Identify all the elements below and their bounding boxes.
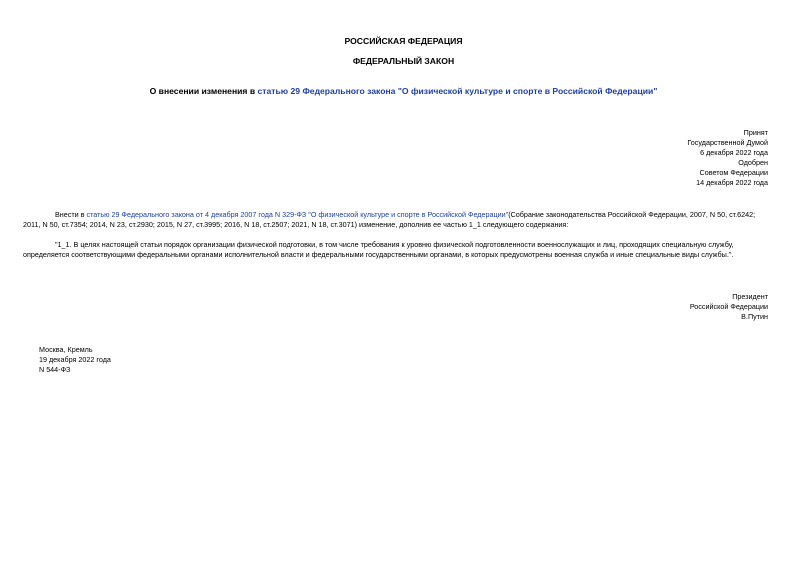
law-title-link[interactable]: статью 29 Федерального закона "О физической культуре и спорте в Российской Федерации" (257, 86, 658, 96)
paragraph-line: 2011, N 50, ст.7354; 2014, N 23, ст.2930; 2015, N 27, ст.3995; 2016, N 18, ст.2507; 2021, N 18, ст.3071) изменение, дополнив ее частью 1_1 следующего содержания: (23, 220, 569, 229)
paragraph-suffix: (Собрание законодательства Российской Федерации, 2007, N 50, ст.6242; (508, 210, 756, 219)
sign-date: 19 декабря 2022 года (39, 355, 111, 365)
signature-country: Российской Федерации (689, 302, 768, 312)
adopted-label: Принят (743, 128, 768, 137)
law-type-heading: ФЕДЕРАЛЬНЫЙ ЗАКОН (352, 56, 455, 66)
paragraph-new-part (23, 240, 768, 260)
paragraph-line: определяется соответствующими федеральными органами исполнительной власти и федеральными государственными органами, в которых предусмотрены военная служба и иные специальные виды службы.". (23, 250, 734, 259)
approved-label: Одобрен (738, 158, 768, 168)
signature-title: Президент (732, 292, 768, 301)
place-date-block (39, 345, 111, 375)
country-heading: РОССИЙСКАЯ ФЕДЕРАЦИЯ (344, 36, 463, 46)
article-link[interactable]: статью 29 Федерального закона от 4 декабря 2007 года N 329-ФЗ "О физической культуре и спорте в Российской Федерации" (86, 210, 509, 219)
law-number: N 544-ФЗ (39, 365, 71, 375)
adoption-block (687, 128, 768, 189)
signature-name: В.Путин (741, 312, 768, 322)
paragraph-line (39, 210, 768, 220)
place: Москва, Кремль (39, 345, 93, 354)
law-title-prefix: О внесении изменения в (149, 86, 258, 96)
adopted-body: Государственной Думой (687, 138, 768, 148)
law-title (0, 86, 807, 96)
approved-date: 14 декабря 2022 года (696, 178, 768, 188)
approved-body: Советом Федерации (699, 168, 768, 178)
adopted-date: 6 декабря 2022 года (700, 148, 768, 158)
paragraph-prefix: Внести в (55, 210, 87, 219)
paragraph-amendment (23, 210, 768, 230)
signature-block (690, 292, 768, 322)
paragraph-line: "1_1. В целях настоящей статьи порядок организации физической подготовки, в том числе требования к уровню физической подготовленности военнослужащих и лиц, проходящих специальную службу, (55, 240, 734, 249)
